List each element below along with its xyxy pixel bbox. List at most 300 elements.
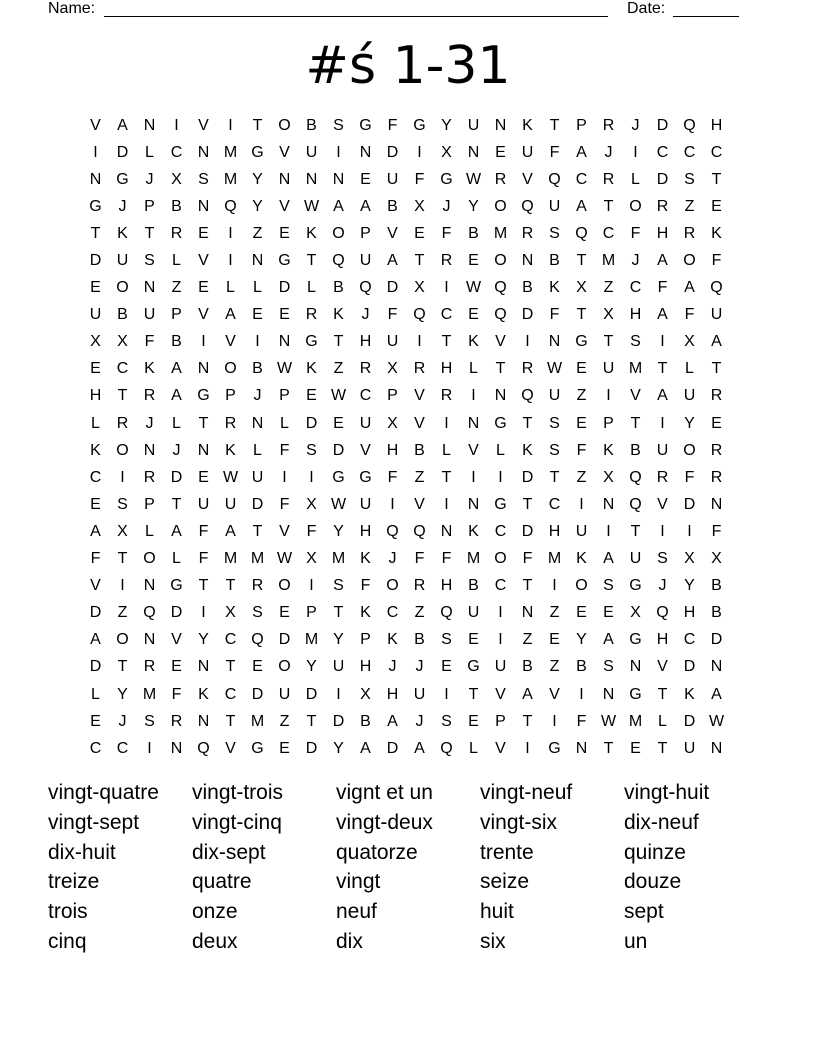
grid-letter[interactable]: J [604, 143, 613, 161]
grid-letter[interactable]: X [414, 279, 425, 297]
grid-letter[interactable]: I [255, 333, 260, 351]
grid-letter[interactable]: O [278, 577, 291, 595]
grid-letter[interactable]: T [171, 495, 182, 513]
grid-letter[interactable]: L [496, 441, 505, 459]
grid-letter[interactable]: E [252, 658, 263, 676]
grid-letter[interactable]: E [279, 306, 290, 324]
grid-letter[interactable]: E [711, 197, 722, 215]
grid-letter[interactable]: T [522, 495, 533, 513]
grid-letter[interactable]: M [250, 712, 265, 730]
grid-letter[interactable]: Q [224, 197, 237, 215]
grid-letter[interactable]: J [658, 577, 667, 595]
grid-letter[interactable]: F [441, 224, 452, 242]
grid-letter[interactable]: D [116, 143, 129, 161]
grid-letter[interactable]: N [359, 143, 372, 161]
date-field-line[interactable] [673, 16, 739, 17]
grid-letter[interactable]: Z [522, 631, 533, 649]
grid-letter[interactable]: E [279, 224, 290, 242]
grid-letter[interactable]: B [522, 658, 533, 676]
grid-letter[interactable]: E [198, 468, 209, 486]
grid-letter[interactable]: N [305, 170, 318, 188]
grid-letter[interactable]: A [333, 197, 344, 215]
grid-letter[interactable]: V [279, 522, 290, 540]
grid-letter[interactable]: Y [252, 197, 263, 215]
grid-letter[interactable]: F [414, 550, 425, 568]
grid-letter[interactable]: F [279, 495, 290, 513]
grid-letter[interactable]: L [631, 170, 640, 188]
grid-letter[interactable]: X [387, 414, 398, 432]
grid-letter[interactable]: E [414, 224, 425, 242]
grid-letter[interactable]: V [171, 631, 182, 649]
grid-letter[interactable]: D [386, 739, 399, 757]
grid-letter[interactable]: C [359, 387, 372, 405]
grid-letter[interactable]: I [498, 604, 503, 622]
grid-letter[interactable]: A [603, 550, 614, 568]
grid-letter[interactable]: H [656, 224, 669, 242]
grid-letter[interactable]: T [603, 739, 614, 757]
grid-letter[interactable]: Y [333, 739, 344, 757]
grid-letter[interactable]: V [495, 685, 506, 703]
grid-letter[interactable]: S [333, 116, 344, 134]
grid-letter[interactable]: I [552, 712, 557, 730]
grid-letter[interactable]: P [225, 387, 236, 405]
grid-letter[interactable]: I [417, 333, 422, 351]
grid-letter[interactable]: H [386, 441, 399, 459]
grid-letter[interactable]: T [306, 252, 317, 270]
grid-letter[interactable]: N [467, 495, 480, 513]
grid-letter[interactable]: G [359, 116, 372, 134]
grid-letter[interactable]: R [116, 414, 129, 432]
grid-letter[interactable]: B [549, 252, 560, 270]
grid-letter[interactable]: T [117, 550, 128, 568]
grid-letter[interactable]: E [441, 658, 452, 676]
grid-letter[interactable]: I [147, 739, 152, 757]
grid-letter[interactable]: O [494, 197, 507, 215]
grid-letter[interactable]: A [171, 360, 182, 378]
grid-letter[interactable]: S [549, 441, 560, 459]
grid-letter[interactable]: T [117, 658, 128, 676]
grid-letter[interactable]: A [225, 522, 236, 540]
grid-letter[interactable]: K [360, 550, 371, 568]
grid-letter[interactable]: T [657, 739, 668, 757]
grid-letter[interactable]: I [282, 468, 287, 486]
grid-letter[interactable]: A [90, 522, 101, 540]
grid-letter[interactable]: G [575, 333, 588, 351]
grid-letter[interactable]: F [630, 224, 641, 242]
grid-letter[interactable]: E [90, 279, 101, 297]
grid-letter[interactable]: K [603, 441, 614, 459]
grid-letter[interactable]: I [444, 495, 449, 513]
grid-letter[interactable]: U [359, 252, 372, 270]
grid-letter[interactable]: N [440, 522, 453, 540]
grid-letter[interactable]: Q [332, 252, 345, 270]
grid-letter[interactable]: C [116, 360, 129, 378]
grid-letter[interactable]: U [467, 116, 480, 134]
grid-letter[interactable]: K [576, 550, 587, 568]
grid-letter[interactable]: V [360, 441, 371, 459]
grid-letter[interactable]: Q [521, 197, 534, 215]
grid-letter[interactable]: T [630, 414, 641, 432]
grid-letter[interactable]: M [493, 224, 508, 242]
grid-letter[interactable]: N [143, 441, 156, 459]
grid-letter[interactable]: G [440, 170, 453, 188]
grid-letter[interactable]: D [683, 495, 696, 513]
grid-letter[interactable]: J [415, 712, 424, 730]
grid-letter[interactable]: J [415, 658, 424, 676]
grid-letter[interactable]: J [118, 197, 127, 215]
grid-letter[interactable]: K [333, 306, 344, 324]
grid-letter[interactable]: I [606, 522, 611, 540]
grid-letter[interactable]: A [387, 712, 398, 730]
grid-letter[interactable]: U [89, 306, 102, 324]
grid-letter[interactable]: N [494, 387, 507, 405]
grid-letter[interactable]: C [629, 279, 642, 297]
grid-letter[interactable]: Q [521, 387, 534, 405]
grid-letter[interactable]: I [660, 522, 665, 540]
grid-letter[interactable]: A [711, 333, 722, 351]
grid-letter[interactable]: A [576, 197, 587, 215]
grid-letter[interactable]: N [197, 658, 210, 676]
grid-letter[interactable]: C [224, 631, 237, 649]
grid-letter[interactable]: P [360, 224, 371, 242]
grid-letter[interactable]: I [444, 685, 449, 703]
grid-letter[interactable]: N [629, 658, 642, 676]
grid-letter[interactable]: G [278, 252, 291, 270]
grid-letter[interactable]: U [143, 306, 156, 324]
grid-letter[interactable]: F [711, 252, 722, 270]
grid-letter[interactable]: B [630, 441, 641, 459]
grid-letter[interactable]: G [413, 116, 426, 134]
grid-letter[interactable]: P [306, 604, 317, 622]
grid-letter[interactable]: U [467, 604, 480, 622]
grid-letter[interactable]: R [521, 360, 534, 378]
grid-letter[interactable]: V [414, 414, 425, 432]
grid-letter[interactable]: P [495, 712, 506, 730]
grid-letter[interactable]: T [468, 685, 479, 703]
grid-letter[interactable]: E [306, 387, 317, 405]
grid-letter[interactable]: L [91, 685, 100, 703]
grid-letter[interactable]: N [710, 658, 723, 676]
grid-letter[interactable]: T [225, 577, 236, 595]
grid-letter[interactable]: I [93, 143, 98, 161]
grid-letter[interactable]: A [657, 387, 668, 405]
grid-letter[interactable]: K [306, 360, 317, 378]
grid-letter[interactable]: Y [684, 577, 695, 595]
grid-letter[interactable]: K [117, 224, 128, 242]
grid-letter[interactable]: H [359, 333, 372, 351]
grid-letter[interactable]: F [414, 170, 425, 188]
grid-letter[interactable]: N [602, 495, 615, 513]
grid-letter[interactable]: N [494, 116, 507, 134]
grid-letter[interactable]: D [332, 441, 345, 459]
grid-letter[interactable]: U [710, 306, 723, 324]
grid-letter[interactable]: U [548, 197, 561, 215]
grid-letter[interactable]: N [278, 333, 291, 351]
grid-letter[interactable]: Z [171, 279, 182, 297]
grid-letter[interactable]: I [120, 468, 125, 486]
grid-letter[interactable]: X [117, 522, 128, 540]
grid-letter[interactable]: N [332, 170, 345, 188]
grid-letter[interactable]: N [170, 739, 183, 757]
grid-letter[interactable]: G [629, 685, 642, 703]
grid-letter[interactable]: H [629, 306, 642, 324]
grid-letter[interactable]: G [197, 387, 210, 405]
grid-letter[interactable]: Y [441, 116, 452, 134]
grid-letter[interactable]: X [306, 550, 317, 568]
grid-letter[interactable]: W [330, 495, 347, 513]
grid-letter[interactable]: B [711, 604, 722, 622]
grid-letter[interactable]: D [89, 604, 102, 622]
grid-letter[interactable]: J [172, 441, 181, 459]
grid-letter[interactable]: U [413, 685, 426, 703]
grid-letter[interactable]: I [606, 387, 611, 405]
grid-letter[interactable]: F [171, 685, 182, 703]
grid-letter[interactable]: X [360, 685, 371, 703]
grid-letter[interactable]: R [251, 577, 264, 595]
grid-letter[interactable]: R [710, 441, 723, 459]
grid-letter[interactable]: C [710, 143, 723, 161]
grid-letter[interactable]: H [440, 360, 453, 378]
grid-letter[interactable]: K [684, 685, 695, 703]
grid-letter[interactable]: F [549, 143, 560, 161]
grid-letter[interactable]: F [360, 577, 371, 595]
grid-letter[interactable]: I [633, 143, 638, 161]
grid-letter[interactable]: K [468, 333, 479, 351]
grid-letter[interactable]: K [522, 116, 533, 134]
grid-letter[interactable]: J [631, 116, 640, 134]
grid-letter[interactable]: I [390, 495, 395, 513]
grid-letter[interactable]: P [144, 495, 155, 513]
grid-letter[interactable]: X [306, 495, 317, 513]
grid-letter[interactable]: L [172, 550, 181, 568]
grid-letter[interactable]: V [198, 306, 209, 324]
grid-letter[interactable]: W [465, 170, 482, 188]
grid-letter[interactable]: D [386, 279, 399, 297]
grid-letter[interactable]: T [414, 252, 425, 270]
grid-letter[interactable]: F [657, 279, 668, 297]
grid-letter[interactable]: C [89, 468, 102, 486]
grid-letter[interactable]: O [116, 631, 129, 649]
grid-letter[interactable]: U [521, 143, 534, 161]
grid-letter[interactable]: D [710, 631, 723, 649]
grid-letter[interactable]: G [305, 333, 318, 351]
grid-letter[interactable]: G [116, 170, 129, 188]
grid-letter[interactable]: X [387, 360, 398, 378]
grid-letter[interactable]: I [228, 224, 233, 242]
grid-letter[interactable]: K [144, 360, 155, 378]
grid-letter[interactable]: F [576, 441, 587, 459]
grid-letter[interactable]: X [684, 333, 695, 351]
grid-letter[interactable]: S [144, 712, 155, 730]
grid-letter[interactable]: E [360, 170, 371, 188]
grid-letter[interactable]: M [628, 712, 643, 730]
grid-letter[interactable]: R [656, 468, 669, 486]
grid-letter[interactable]: K [198, 685, 209, 703]
grid-letter[interactable]: B [387, 197, 398, 215]
grid-letter[interactable]: D [170, 604, 183, 622]
grid-letter[interactable]: S [441, 631, 452, 649]
grid-letter[interactable]: G [332, 468, 345, 486]
grid-letter[interactable]: Y [252, 170, 263, 188]
grid-letter[interactable]: V [495, 739, 506, 757]
grid-letter[interactable]: R [143, 658, 156, 676]
grid-letter[interactable]: E [90, 712, 101, 730]
grid-letter[interactable]: N [602, 685, 615, 703]
grid-letter[interactable]: Z [576, 387, 587, 405]
grid-letter[interactable]: U [359, 495, 372, 513]
grid-letter[interactable]: F [522, 550, 533, 568]
grid-letter[interactable]: U [494, 658, 507, 676]
grid-letter[interactable]: J [442, 197, 451, 215]
grid-letter[interactable]: G [170, 577, 183, 595]
grid-letter[interactable]: I [228, 252, 233, 270]
grid-letter[interactable]: D [251, 495, 264, 513]
grid-letter[interactable]: L [307, 279, 316, 297]
grid-letter[interactable]: I [336, 143, 341, 161]
grid-letter[interactable]: A [603, 631, 614, 649]
grid-letter[interactable]: I [579, 495, 584, 513]
grid-letter[interactable]: R [440, 252, 453, 270]
grid-letter[interactable]: I [417, 143, 422, 161]
grid-letter[interactable]: R [359, 360, 372, 378]
grid-letter[interactable]: T [252, 522, 263, 540]
grid-letter[interactable]: F [441, 550, 452, 568]
grid-letter[interactable]: A [90, 631, 101, 649]
grid-letter[interactable]: T [603, 333, 614, 351]
grid-letter[interactable]: B [360, 712, 371, 730]
grid-letter[interactable]: H [89, 387, 102, 405]
grid-letter[interactable]: S [441, 712, 452, 730]
grid-letter[interactable]: H [359, 522, 372, 540]
grid-letter[interactable]: U [386, 170, 399, 188]
grid-letter[interactable]: W [465, 279, 482, 297]
grid-letter[interactable]: L [172, 252, 181, 270]
grid-letter[interactable]: I [444, 414, 449, 432]
grid-letter[interactable]: T [549, 116, 560, 134]
grid-letter[interactable]: F [198, 550, 209, 568]
grid-letter[interactable]: R [413, 577, 426, 595]
grid-letter[interactable]: R [170, 712, 183, 730]
grid-letter[interactable]: T [333, 604, 344, 622]
grid-letter[interactable]: D [386, 143, 399, 161]
grid-letter[interactable]: C [170, 143, 183, 161]
grid-letter[interactable]: I [498, 468, 503, 486]
grid-letter[interactable]: W [276, 550, 293, 568]
grid-letter[interactable]: H [656, 631, 669, 649]
grid-letter[interactable]: H [683, 604, 696, 622]
grid-letter[interactable]: D [305, 414, 318, 432]
grid-letter[interactable]: R [224, 414, 237, 432]
grid-letter[interactable]: U [683, 739, 696, 757]
grid-letter[interactable]: M [223, 170, 238, 188]
grid-letter[interactable]: C [548, 495, 561, 513]
grid-letter[interactable]: R [521, 224, 534, 242]
grid-letter[interactable]: A [522, 685, 533, 703]
grid-letter[interactable]: W [303, 197, 320, 215]
grid-letter[interactable]: T [603, 197, 614, 215]
grid-letter[interactable]: B [414, 441, 425, 459]
grid-letter[interactable]: U [251, 468, 264, 486]
grid-letter[interactable]: S [306, 441, 317, 459]
grid-letter[interactable]: R [413, 360, 426, 378]
grid-letter[interactable]: R [656, 197, 669, 215]
grid-letter[interactable]: B [333, 279, 344, 297]
grid-letter[interactable]: E [576, 414, 587, 432]
grid-letter[interactable]: W [546, 360, 563, 378]
grid-letter[interactable]: E [90, 360, 101, 378]
grid-letter[interactable]: A [711, 685, 722, 703]
grid-letter[interactable]: S [333, 577, 344, 595]
grid-letter[interactable]: H [710, 116, 723, 134]
grid-letter[interactable]: N [278, 170, 291, 188]
grid-letter[interactable]: W [222, 468, 239, 486]
grid-letter[interactable]: K [360, 604, 371, 622]
grid-letter[interactable]: P [603, 414, 614, 432]
grid-letter[interactable]: H [359, 658, 372, 676]
grid-letter[interactable]: O [683, 441, 696, 459]
grid-letter[interactable]: X [117, 333, 128, 351]
grid-letter[interactable]: U [575, 522, 588, 540]
grid-letter[interactable]: Y [468, 197, 479, 215]
grid-letter[interactable]: L [172, 414, 181, 432]
grid-letter[interactable]: A [387, 252, 398, 270]
grid-letter[interactable]: D [521, 468, 534, 486]
grid-letter[interactable]: C [494, 522, 507, 540]
grid-letter[interactable]: N [548, 333, 561, 351]
grid-letter[interactable]: L [469, 739, 478, 757]
grid-letter[interactable]: B [117, 306, 128, 324]
grid-letter[interactable]: D [656, 116, 669, 134]
grid-letter[interactable]: E [576, 604, 587, 622]
grid-letter[interactable]: Q [548, 170, 561, 188]
grid-letter[interactable]: E [198, 279, 209, 297]
grid-letter[interactable]: L [253, 279, 262, 297]
grid-letter[interactable]: U [386, 333, 399, 351]
grid-letter[interactable]: V [657, 658, 668, 676]
grid-letter[interactable]: V [225, 333, 236, 351]
grid-letter[interactable]: W [276, 360, 293, 378]
grid-letter[interactable]: Y [198, 631, 209, 649]
grid-letter[interactable]: I [525, 739, 530, 757]
grid-letter[interactable]: A [360, 739, 371, 757]
grid-letter[interactable]: I [336, 685, 341, 703]
grid-letter[interactable]: F [387, 468, 398, 486]
grid-letter[interactable]: E [90, 495, 101, 513]
grid-letter[interactable]: U [332, 658, 345, 676]
grid-letter[interactable]: V [225, 739, 236, 757]
grid-letter[interactable]: Y [684, 414, 695, 432]
grid-letter[interactable]: S [549, 224, 560, 242]
grid-letter[interactable]: K [387, 631, 398, 649]
grid-letter[interactable]: T [711, 170, 722, 188]
grid-letter[interactable]: N [467, 143, 480, 161]
grid-letter[interactable]: A [117, 116, 128, 134]
grid-letter[interactable]: Q [359, 279, 372, 297]
grid-letter[interactable]: E [576, 360, 587, 378]
grid-letter[interactable]: X [171, 170, 182, 188]
grid-letter[interactable]: E [198, 224, 209, 242]
grid-letter[interactable]: K [306, 224, 317, 242]
grid-letter[interactable]: V [90, 577, 101, 595]
grid-letter[interactable]: N [89, 170, 102, 188]
grid-letter[interactable]: G [467, 658, 480, 676]
grid-letter[interactable]: Z [252, 224, 263, 242]
grid-letter[interactable]: Z [117, 604, 128, 622]
grid-letter[interactable]: V [495, 333, 506, 351]
grid-letter[interactable]: D [683, 658, 696, 676]
grid-letter[interactable]: G [494, 495, 507, 513]
grid-letter[interactable]: T [90, 224, 101, 242]
